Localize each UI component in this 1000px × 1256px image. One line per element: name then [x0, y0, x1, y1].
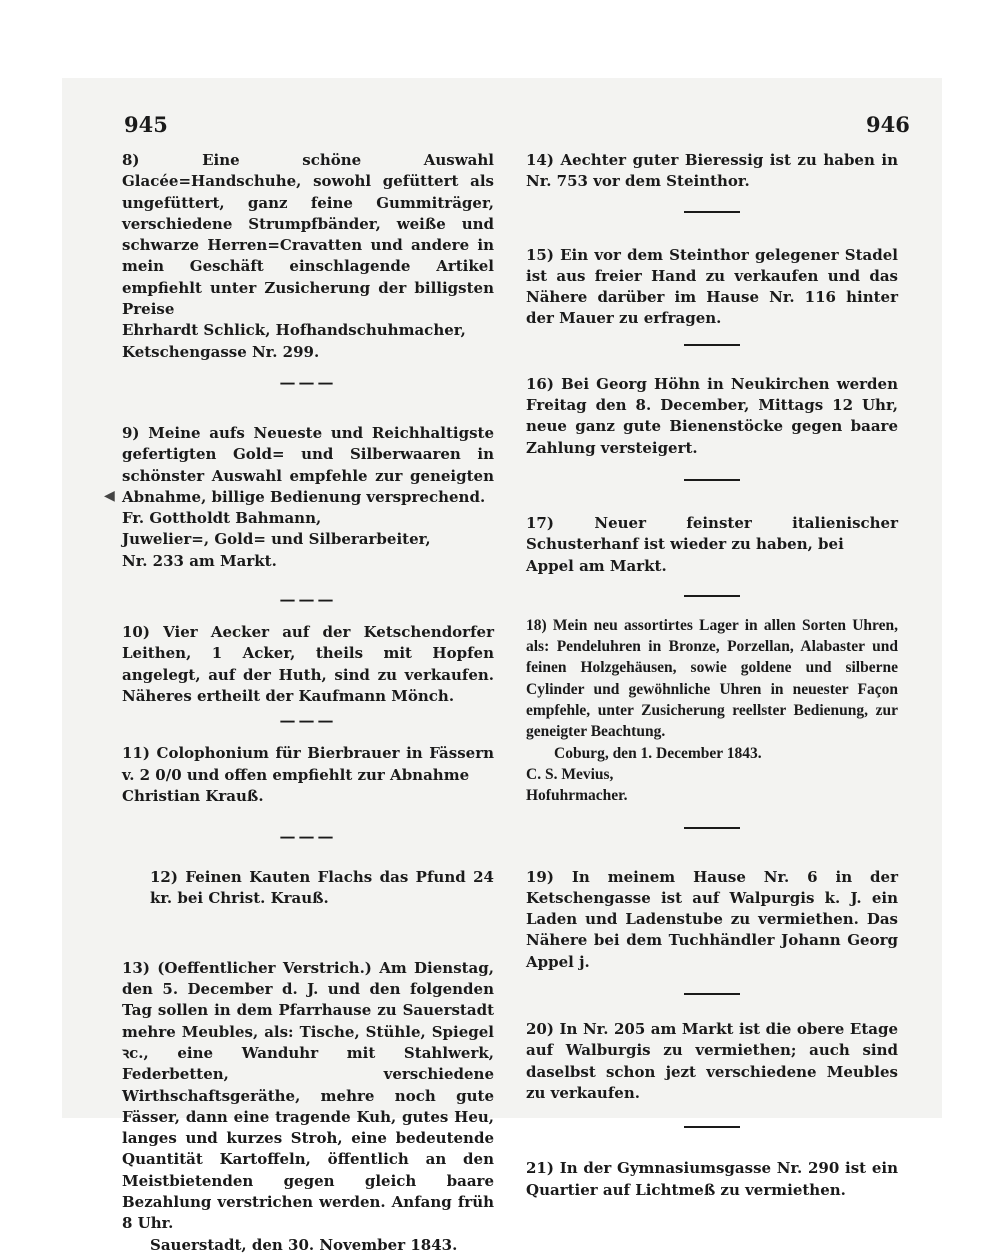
ad-date: Coburg, den 1. December 1843.: [554, 744, 762, 762]
separator-rule: [684, 479, 740, 481]
ad-profession: Hofuhrmacher.: [526, 787, 628, 805]
separator-rule: [684, 993, 740, 995]
advertisement-10: [122, 622, 494, 707]
advertisement-20: [526, 1019, 898, 1104]
advertisement-15: [526, 245, 898, 330]
advertisement-9: [122, 423, 494, 572]
separator: ———: [279, 372, 337, 392]
ad-text: 9) Meine aufs Neueste und Reichhaltigste gefertigten Gold= und Silberwaaren in schönster Auswahl empfehle zur geneigten Abnahme, billige Bedienung versprechend.: [122, 423, 494, 506]
ad-text: 20) In Nr. 205 am Markt ist die obere Etage auf Walburgis zu vermiethen; auch sind daselbst schon jezt verschiedene Meubles zu verkaufen.: [526, 1020, 898, 1102]
ad-text: 8) Eine schöne Auswahl Glacée=Handschuhe, sowohl gefüttert als ungefüttert, ganz feine Gummiträger, verschiedene Strumpfbänder, weiße und schwarze Herren=Cravatten und andere in mein Geschäft einschlagende Artikel empfiehlt unter Zusicherung der billigsten Preise: [122, 151, 494, 319]
advertisement-16: [526, 374, 898, 459]
ad-text: 14) Aechter guter Bieressig ist zu haben in Nr. 753 vor dem Steinthor.: [526, 151, 898, 191]
separator-rule: [684, 344, 740, 346]
separator-rule: [684, 1126, 740, 1128]
advertisement-19: [526, 867, 898, 973]
margin-mark: ◀: [104, 488, 115, 504]
separator: ———: [279, 827, 337, 847]
ad-profession: Juwelier=, Gold= und Silberarbeiter,: [122, 530, 431, 549]
ad-text: 18) Mein neu assortirtes Lager in allen Sorten Uhren, als: Pendeluhren in Bronze, Porzellan, Alabaster und feinen Holzgehäusen, sowie goldene und silberne Cylinder und gewöhnliche Uhren in neuester Façon empfehle, unter Zusicherung reellster Bedienung, zur geneigter Beachtung.: [526, 616, 898, 741]
ad-text: 11) Colophonium für Bierbrauer in Fässern v. 2 0/0 und offen empfiehlt zur Abnahme: [122, 744, 494, 784]
ad-signature: Christian Krauß.: [122, 786, 264, 805]
ad-signature: Fr. Gottholdt Bahmann,: [122, 509, 322, 528]
separator-rule: [684, 827, 740, 829]
advertisement-8: [122, 150, 494, 363]
page-number-right: 946: [866, 112, 910, 137]
separator: ———: [279, 711, 337, 731]
ad-signature: C. S. Mevius,: [526, 765, 614, 783]
ad-text: 10) Vier Aecker auf der Ketschendorfer Leithen, 1 Acker, theils mit Hopfen angelegt, auf der Huth, sind zu verkaufen. Näheres ertheilt der Kaufmann Mönch.: [122, 623, 494, 705]
ad-signature: Sauerstadt, den 30. November 1843.: [150, 1235, 458, 1254]
page-number-left: 945: [124, 112, 168, 137]
ad-address: Nr. 233 am Markt.: [122, 551, 277, 570]
ad-text: 12) Feinen Kauten Flachs das Pfund 24 kr. bei Christ. Krauß.: [150, 868, 494, 908]
ad-text: 17) Neuer feinster italienischer Schusterhanf ist wieder zu haben, bei: [526, 513, 898, 554]
ad-signature: Appel am Markt.: [526, 556, 667, 575]
advertisement-13: [122, 958, 494, 1256]
advertisement-14: [526, 150, 898, 193]
advertisement-11: [122, 743, 494, 807]
ad-address: Ketschengasse Nr. 299.: [122, 342, 320, 361]
left-column: [122, 150, 494, 1256]
separator-rule: [684, 211, 740, 213]
separator-rule: [684, 595, 740, 597]
separator: ———: [279, 590, 337, 610]
ad-text: 19) In meinem Hause Nr. 6 in der Ketschengasse ist auf Walpurgis k. J. ein Laden und Ladenstube zu vermiethen. Das Nähere bei dem Tuchhändler Johann Georg Appel j.: [526, 867, 898, 971]
right-column: [526, 150, 898, 1201]
advertisement-12: [122, 867, 494, 910]
advertisement-17: [526, 513, 898, 577]
ad-signature: Ehrhardt Schlick, Hofhandschuhmacher,: [122, 321, 466, 340]
advertisement-18: [526, 615, 898, 807]
advertisement-21: [526, 1158, 898, 1201]
ad-text: 21) In der Gymnasiumsgasse Nr. 290 ist ein Quartier auf Lichtmeß zu vermiethen.: [526, 1159, 898, 1199]
ad-text: 15) Ein vor dem Steinthor gelegener Stadel ist aus freier Hand zu verkaufen und das Nähere darüber im Hause Nr. 116 hinter der Mauer zu erfragen.: [526, 245, 898, 328]
ad-text: 16) Bei Georg Höhn in Neukirchen werden Freitag den 8. December, Mittags 12 Uhr, neue ganz gute Bienenstöcke gegen baare Zahlung versteigert.: [526, 374, 898, 457]
ad-text: 13) (Oeffentlicher Verstrich.) Am Dienstag, den 5. December d. J. und den folgenden Tag sollen in dem Pfarrhause zu Sauerstadt mehre Meubles, als: Tische, Stühle, Spiegel ꝛc., eine Wanduhr mit Stahlwerk, Federbetten, verschiedene Wirthschaftsgeräthe, mehre noch gute Fässer, dann eine tragende Kuh, gutes Heu, langes und kurzes Stroh, eine bedeutende Quantität Kartoffeln, öffentlich an den Meistbietenden gegen gleich baare Bezahlung verstrichen werden. Anfang früh 8 Uhr.: [122, 958, 494, 1233]
